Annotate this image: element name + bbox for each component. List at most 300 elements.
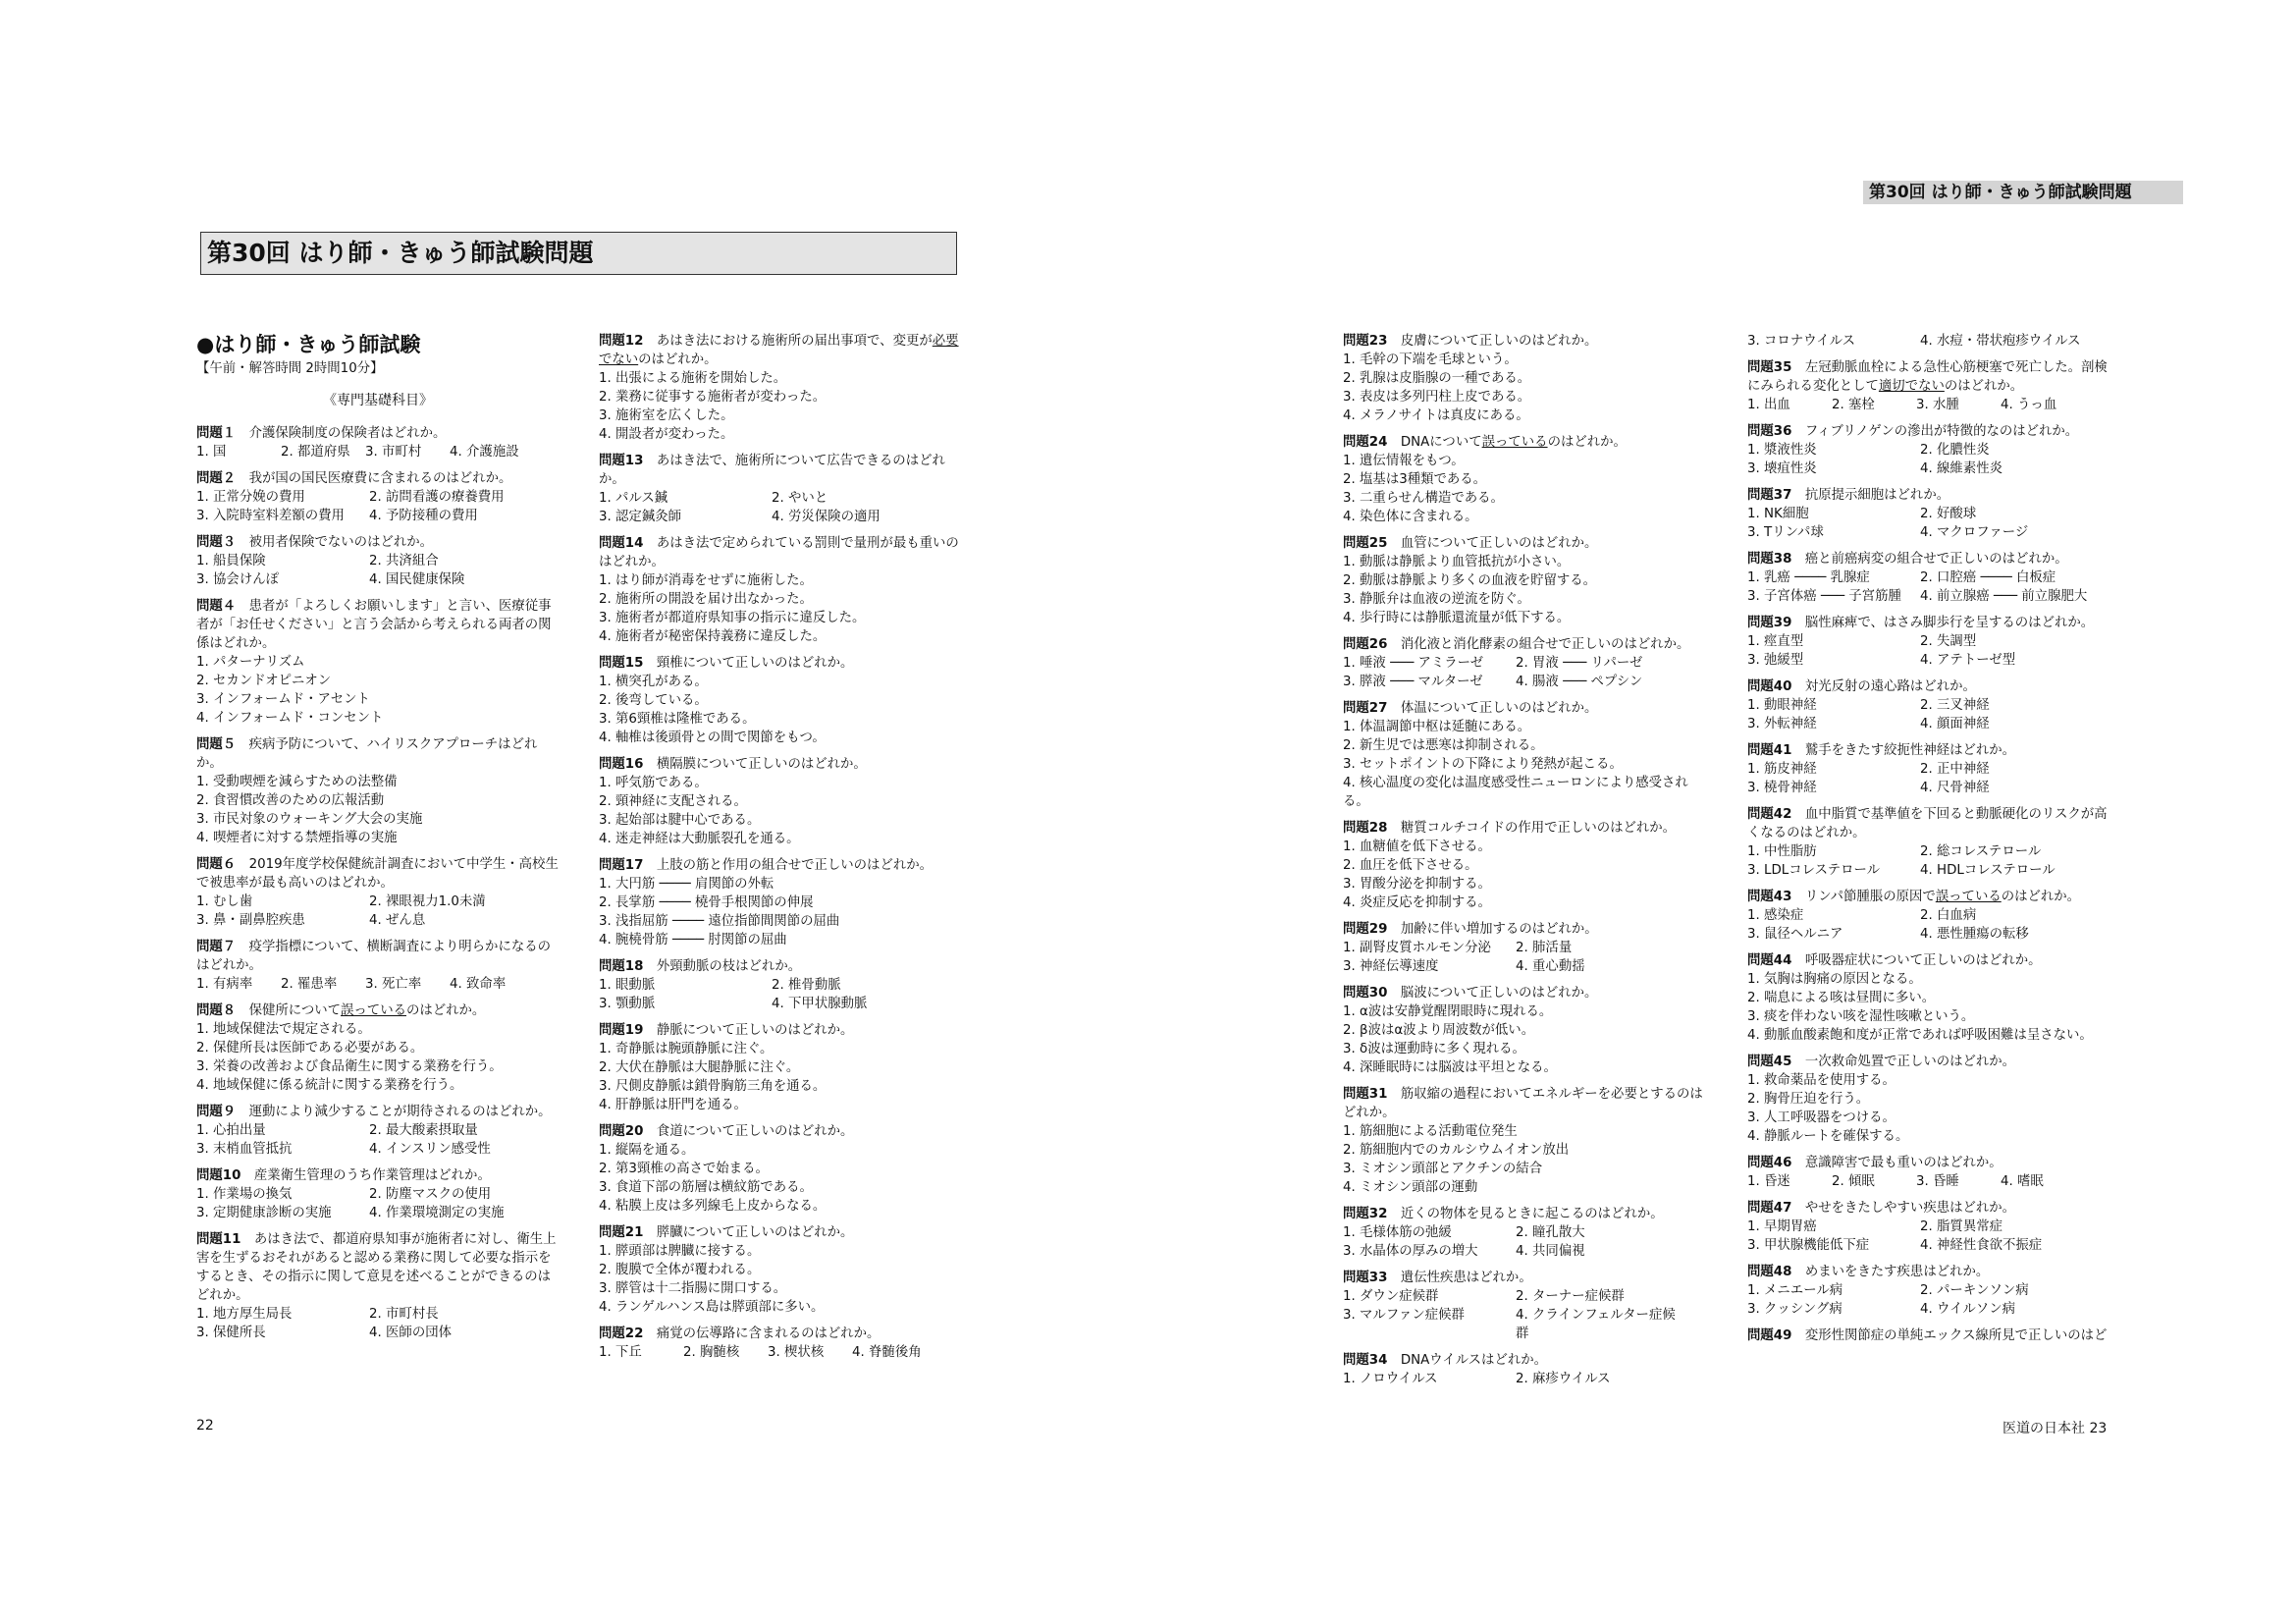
answer-option: 2. 乳腺は皮脂腺の一種である。 bbox=[1343, 371, 1531, 386]
answer-option: 2. 大伏在静脈は大腿静脈に注ぐ。 bbox=[599, 1060, 800, 1075]
answer-option: 3. δ波は運動時に多く現れる。 bbox=[1343, 1042, 1525, 1056]
answer-row bbox=[1343, 673, 1706, 691]
answer-option: 4. 線維素性炎 bbox=[1920, 461, 2002, 476]
answer-option: 3. 末梢血管抵抗 bbox=[196, 1142, 293, 1157]
question-number: 問題37 bbox=[1747, 488, 1805, 503]
question-number: 問題32 bbox=[1343, 1207, 1401, 1221]
answer-row bbox=[599, 1298, 962, 1317]
answer-option: 4. 迷走神経は大動脈裂孔を通る。 bbox=[599, 832, 800, 846]
answer-option: 4. 深睡眠時には脳波は平坦となる。 bbox=[1343, 1060, 1557, 1075]
question-number: 問題２ bbox=[196, 471, 249, 486]
answer-option: 1. 漿液性炎 bbox=[1747, 443, 1817, 458]
answer-option: 2. 最大酸素摂取量 bbox=[369, 1123, 478, 1138]
question-text: 問題29 加齢に伴い増加するのはどれか。 bbox=[1343, 922, 1598, 937]
answer-option: 4. 地域保健に係る統計に関する業務を行う。 bbox=[196, 1078, 463, 1093]
answer-option: 3. 壊疽性炎 bbox=[1747, 461, 1817, 476]
answer-option: 2. 裸眼視力1.0未満 bbox=[369, 894, 486, 909]
question-block bbox=[1343, 433, 1706, 526]
answer-option: 1. 筋皮神経 bbox=[1747, 762, 1817, 777]
question-block bbox=[196, 424, 560, 461]
question-number: 問題14 bbox=[599, 536, 657, 551]
question-text: 問題37 抗原提示細胞はどれか。 bbox=[1747, 488, 1950, 503]
answer-row bbox=[599, 1160, 962, 1178]
question-number: 問題47 bbox=[1747, 1201, 1805, 1216]
answer-option: 3. 膵液 ─── マルターゼ bbox=[1343, 675, 1483, 689]
answer-option: 4. 施術者が秘密保持義務に違反した。 bbox=[599, 629, 827, 644]
answer-row bbox=[1747, 460, 2110, 478]
question-block bbox=[196, 1230, 560, 1342]
question-block bbox=[599, 1223, 962, 1317]
answer-option: 3. 施術室を広くした。 bbox=[599, 408, 734, 423]
answer-row bbox=[196, 653, 560, 672]
answer-option: 2. 胃液 ─── リパーゼ bbox=[1516, 656, 1643, 671]
answer-row bbox=[196, 1057, 560, 1076]
question-number: 問題34 bbox=[1343, 1353, 1401, 1368]
answer-option: 3. 胃酸分泌を抑制する。 bbox=[1343, 877, 1491, 892]
answer-row bbox=[599, 406, 962, 425]
question-text: 問題30 脳波について正しいのはどれか。 bbox=[1343, 986, 1598, 1001]
question-block bbox=[196, 1001, 560, 1095]
answer-row bbox=[196, 975, 560, 994]
answer-row bbox=[196, 773, 560, 791]
section-subtitle: 【午前・解答時間 2時間10分】 bbox=[196, 361, 384, 376]
answer-row bbox=[1343, 838, 1706, 856]
answer-row bbox=[599, 774, 962, 792]
answer-row bbox=[599, 995, 962, 1013]
answer-row bbox=[1747, 568, 2110, 587]
question-block bbox=[599, 534, 962, 646]
answer-row bbox=[196, 570, 560, 589]
question-number: 問題23 bbox=[1343, 334, 1401, 349]
answer-option: 3. 保健所長 bbox=[196, 1326, 266, 1340]
answer-row bbox=[599, 388, 962, 406]
answer-row bbox=[1343, 654, 1706, 673]
question-number: 問題11 bbox=[196, 1232, 254, 1247]
question-number: 問題20 bbox=[599, 1124, 657, 1139]
answer-option: 4. 水痘・帯状疱疹ウイルス bbox=[1920, 334, 2081, 349]
answer-row bbox=[599, 1279, 962, 1298]
answer-option: 4. 染色体に含まれる。 bbox=[1343, 510, 1478, 524]
answer-option: 2. 麻疹ウイルス bbox=[1516, 1372, 1611, 1386]
answer-row bbox=[1343, 508, 1706, 526]
column-3 bbox=[1343, 332, 1706, 1396]
answer-row bbox=[599, 369, 962, 388]
question-number: 問題40 bbox=[1747, 679, 1805, 694]
answer-option: 2. 市町村長 bbox=[369, 1307, 439, 1322]
answer-row bbox=[599, 1040, 962, 1058]
answer-option: 1. ダウン症候群 bbox=[1343, 1289, 1439, 1304]
answer-option: 3. 市町村 bbox=[365, 445, 422, 460]
question-block bbox=[1343, 819, 1706, 912]
answer-option: 1. 心拍出量 bbox=[196, 1123, 266, 1138]
answer-option: 1. 地域保健法で規定される。 bbox=[196, 1022, 371, 1037]
answer-option: 3. 子宮体癌 ─── 子宮筋腫 bbox=[1747, 589, 1901, 604]
answer-row bbox=[599, 875, 962, 893]
question-number: 問題12 bbox=[599, 334, 657, 349]
answer-row bbox=[1343, 406, 1706, 425]
answer-row bbox=[1343, 1058, 1706, 1077]
answer-row bbox=[1747, 441, 2110, 460]
answer-row bbox=[1747, 632, 2110, 651]
answer-option: 2. 化膿性炎 bbox=[1920, 443, 1990, 458]
answer-option: 3. 静脈弁は血液の逆流を防ぐ。 bbox=[1343, 592, 1530, 607]
question-number: 問題26 bbox=[1343, 637, 1401, 652]
answer-option: 1. パルス鍼 bbox=[599, 491, 668, 506]
answer-option: 4. 炎症反応を抑制する。 bbox=[1343, 895, 1491, 910]
answer-row bbox=[1747, 396, 2110, 414]
question-number: 問題18 bbox=[599, 959, 657, 974]
answer-option: 1. 動眼神経 bbox=[1747, 698, 1817, 713]
question-block bbox=[1343, 635, 1706, 691]
answer-option: 2. パーキンソン病 bbox=[1920, 1283, 2029, 1298]
answer-option: 4. 動脈血酸素飽和度が正常であれば呼吸困難は呈さない。 bbox=[1747, 1028, 2093, 1043]
question-text: 問題３ 被用者保険でないのはどれか。 bbox=[196, 535, 434, 550]
question-text: 問題49 変形性関節症の単純エックス線所見で正しいのはど bbox=[1747, 1328, 2108, 1343]
question-number: 問題33 bbox=[1343, 1271, 1401, 1285]
question-number: 問題41 bbox=[1747, 743, 1805, 758]
answer-option: 2. 後弯している。 bbox=[599, 693, 708, 708]
answer-row bbox=[1343, 1242, 1706, 1261]
question-block bbox=[1343, 984, 1706, 1077]
answer-option: 2. やいと bbox=[772, 491, 828, 506]
question-number: 問題49 bbox=[1747, 1328, 1805, 1343]
question-text: 問題11 あはき法で、都道府県知事が施術者に対し、衛生上害を生ずるおそれがあると認める業務に関して必要な指示をするとき、その指示に関して意見を述べることができるのはどれか。 bbox=[196, 1232, 557, 1303]
answer-option: 2. 胸髄核 bbox=[683, 1345, 740, 1360]
question-block bbox=[1747, 1326, 2110, 1345]
answer-option: 2. 塩基は3種類である。 bbox=[1343, 472, 1487, 487]
answer-option: 2. 塞栓 bbox=[1832, 398, 1875, 412]
question-text: 問題41 鷲手をきたす絞扼性神経はどれか。 bbox=[1747, 743, 2016, 758]
answer-row bbox=[1343, 1306, 1706, 1343]
answer-row bbox=[599, 508, 962, 526]
answer-option: 4. うっ血 bbox=[2001, 398, 2057, 412]
answer-row bbox=[1747, 925, 2110, 944]
answer-option: 2. 脂質異常症 bbox=[1920, 1219, 2002, 1234]
answer-row bbox=[1343, 1021, 1706, 1040]
question-block bbox=[1747, 550, 2110, 606]
question-text: 問題２ 我が国の国民医療費に含まれるのはどれか。 bbox=[196, 471, 512, 486]
answer-row bbox=[599, 1058, 962, 1077]
answer-option: 2. 口腔癌 ──── 白板症 bbox=[1920, 570, 2056, 585]
question-text: 問題36 フィブリノゲンの滲出が特徴的なのはどれか。 bbox=[1747, 424, 2079, 439]
question-text: 問題40 対光反射の遠心路はどれか。 bbox=[1747, 679, 1976, 694]
answer-option: 3. 水晶体の厚みの増大 bbox=[1343, 1244, 1478, 1259]
answer-option: 2. 長掌筋 ──── 橈骨手根関節の伸展 bbox=[599, 895, 814, 910]
answer-option: 1. 体温調節中枢は延髄にある。 bbox=[1343, 720, 1531, 734]
answer-row bbox=[1343, 489, 1706, 508]
answer-option: 3. 顎動脈 bbox=[599, 997, 656, 1011]
answer-option: 3. 神経伝導速度 bbox=[1343, 959, 1439, 974]
question-text: 問題32 近くの物体を見るときに起こるのはどれか。 bbox=[1343, 1207, 1664, 1221]
answer-row bbox=[1343, 571, 1706, 590]
answer-option: 3. 第6頸椎は隆椎である。 bbox=[599, 712, 756, 727]
answer-row bbox=[599, 590, 962, 609]
answer-option: 4. 国民健康保険 bbox=[369, 572, 465, 587]
answer-option: 3. 水腫 bbox=[1916, 398, 1959, 412]
answer-row bbox=[196, 1020, 560, 1039]
answer-option: 1. 感染症 bbox=[1747, 908, 1804, 923]
answer-option: 1. メニエール病 bbox=[1747, 1283, 1843, 1298]
answer-option: 3. 市民対象のウォーキング大会の実施 bbox=[196, 812, 423, 827]
question-number: 問題46 bbox=[1747, 1156, 1805, 1170]
answer-option: 2. 白血病 bbox=[1920, 908, 1977, 923]
answer-option: 3. 施術者が都道府県知事の指示に違反した。 bbox=[599, 611, 866, 625]
answer-row bbox=[196, 1204, 560, 1222]
answer-option: 2. 罹患率 bbox=[281, 977, 338, 992]
answer-row bbox=[1343, 939, 1706, 957]
question-block bbox=[599, 957, 962, 1013]
answer-option: 3. 痰を伴わない咳を湿性咳嗽という。 bbox=[1747, 1009, 1975, 1024]
question-block bbox=[196, 855, 560, 930]
answer-option: 4. 神経性食欲不振症 bbox=[1920, 1238, 2043, 1253]
answer-row bbox=[1343, 388, 1706, 406]
running-head: 第30回 はり師・きゅう師試験問題 bbox=[1863, 181, 2183, 204]
answer-row bbox=[1747, 1109, 2110, 1127]
answer-option: 1. 乳癌 ──── 乳腺症 bbox=[1747, 570, 1870, 585]
question-number: 問題７ bbox=[196, 940, 249, 954]
question-text: 問題44 呼吸器症状について正しいのはどれか。 bbox=[1747, 953, 2042, 968]
answer-option: 4. 致命率 bbox=[450, 977, 507, 992]
question-text: 問題４ 患者が「よろしくお願いします」と言い、医療従事者が「お任せください」と言う会話から考えられる両者の関係はどれか。 bbox=[196, 599, 552, 651]
answer-option: 4. ランゲルハンス島は膵頭部に多い。 bbox=[599, 1300, 825, 1315]
answer-option: 3. ミオシン頭部とアクチンの結合 bbox=[1343, 1162, 1543, 1176]
answer-option: 1. 国 bbox=[196, 445, 227, 460]
answer-option: 1. 呼気筋である。 bbox=[599, 776, 708, 790]
answer-row bbox=[196, 443, 560, 461]
question-number: 問題３ bbox=[196, 535, 249, 550]
answer-option: 4. 重心動揺 bbox=[1516, 959, 1585, 974]
question-block bbox=[196, 533, 560, 589]
answer-option: 3. 浅指屈筋 ──── 遠位指節間関節の屈曲 bbox=[599, 914, 840, 929]
answer-row bbox=[1343, 1141, 1706, 1160]
answer-option: 4. 歩行時には静脈還流量が低下する。 bbox=[1343, 611, 1571, 625]
column-1 bbox=[196, 332, 560, 1350]
answer-option: 4. マクロファージ bbox=[1920, 525, 2029, 540]
question-number: 問題35 bbox=[1747, 360, 1805, 375]
answer-row bbox=[599, 627, 962, 646]
answer-row bbox=[1747, 1026, 2110, 1045]
answer-option: 1. 中性脂肪 bbox=[1747, 844, 1817, 859]
question-text: 問題17 上肢の筋と作用の組合せで正しいのはどれか。 bbox=[599, 858, 934, 873]
answer-option: 4. インフォームド・コンセント bbox=[196, 711, 384, 726]
question-text: 問題33 遺伝性疾患はどれか。 bbox=[1343, 1271, 1532, 1285]
answer-option: 3. 起始部は腱中心である。 bbox=[599, 813, 761, 828]
answer-row bbox=[1747, 1236, 2110, 1255]
subject-heading: 《専門基礎科目》 bbox=[323, 393, 433, 408]
answer-option: 2. 好酸球 bbox=[1920, 507, 1977, 521]
question-number: 問題31 bbox=[1343, 1087, 1401, 1102]
answer-row bbox=[196, 893, 560, 911]
question-block bbox=[1747, 1263, 2110, 1319]
question-block bbox=[1343, 1351, 1706, 1388]
answer-option: 2. 施術所の開設を届け出なかった。 bbox=[599, 592, 813, 607]
question-block bbox=[1747, 422, 2110, 478]
question-number: 問題１ bbox=[196, 426, 249, 441]
answer-option: 4. 嗜眠 bbox=[2001, 1174, 2044, 1189]
question-text: 問題42 血中脂質で基準値を下回ると動脈硬化のリスクが高くなるのはどれか。 bbox=[1747, 807, 2108, 840]
answer-row bbox=[1343, 718, 1706, 736]
answer-row bbox=[1343, 1040, 1706, 1058]
question-text: 問題20 食道について正しいのはどれか。 bbox=[599, 1124, 854, 1139]
question-number: 問題５ bbox=[196, 737, 249, 752]
answer-option: 4. HDLコレステロール bbox=[1920, 863, 2056, 878]
answer-row bbox=[599, 976, 962, 995]
question-number: 問題16 bbox=[599, 757, 657, 772]
answer-option: 3. 膵管は十二指腸に開口する。 bbox=[599, 1281, 787, 1296]
answer-option: 3. インフォームド・アセント bbox=[196, 692, 370, 707]
answer-row bbox=[1747, 779, 2110, 797]
answer-option: 2. β波はα波より周波数が低い。 bbox=[1343, 1023, 1535, 1038]
answer-row bbox=[599, 912, 962, 931]
answer-row bbox=[1747, 651, 2110, 670]
question-text: 問題38 癌と前癌病変の組合せで正しいのはどれか。 bbox=[1747, 552, 2068, 567]
question-number: 問題38 bbox=[1747, 552, 1805, 567]
question-text: 問題31 筋収縮の過程においてエネルギーを必要とするのはどれか。 bbox=[1343, 1087, 1703, 1120]
question-block bbox=[1747, 888, 2110, 944]
answer-option: 4. 核心温度の変化は温度感受性ニューロンにより感受される。 bbox=[1343, 776, 1688, 809]
answer-option: 3. 表皮は多列円柱上皮である。 bbox=[1343, 390, 1531, 405]
question-text: 問題22 痛覚の伝導路に含まれるのはどれか。 bbox=[599, 1326, 881, 1341]
answer-option: 1. 動脈は静脈より血管抵抗が小さい。 bbox=[1343, 555, 1571, 569]
page-number-right: 医道の日本社 23 bbox=[2002, 1421, 2108, 1436]
answer-option: 3. 認定鍼灸師 bbox=[599, 510, 681, 524]
answer-option: 1. 救命薬品を使用する。 bbox=[1747, 1073, 1896, 1088]
question-text: 問題１ 介護保険制度の保険者はどれか。 bbox=[196, 426, 447, 441]
answer-option: 2. 失調型 bbox=[1920, 634, 1977, 649]
answer-option: 3. 弛緩型 bbox=[1747, 653, 1804, 668]
answer-option: 2. 第3頸椎の高さで始まる。 bbox=[599, 1162, 769, 1176]
question-text: 問題43 リンパ節腫脹の原因で誤っているのはどれか。 bbox=[1747, 890, 2081, 904]
answer-option: 4. メラノサイトは真皮にある。 bbox=[1343, 408, 1529, 423]
question-text: 問題28 糖質コルチコイドの作用で正しいのはどれか。 bbox=[1343, 821, 1677, 836]
answer-row bbox=[1343, 755, 1706, 774]
question-number: 問題22 bbox=[599, 1326, 657, 1341]
question-text: 問題19 静脈について正しいのはどれか。 bbox=[599, 1023, 854, 1038]
answer-option: 3. セットポイントの下降により発熱が起こる。 bbox=[1343, 757, 1623, 772]
question-block bbox=[1747, 1199, 2110, 1255]
question-block bbox=[1343, 1085, 1706, 1197]
answer-row bbox=[1343, 553, 1706, 571]
answer-option: 2. 肺活量 bbox=[1516, 941, 1573, 955]
page-title: 第30回 はり師・きゅう師試験問題 bbox=[200, 232, 957, 275]
column-4 bbox=[1747, 332, 2110, 1353]
question-text: 問題35 左冠動脈血栓による急性心筋梗塞で死亡した。剖検にみられる変化として適切でないのはどれか。 bbox=[1747, 360, 2108, 394]
question-block bbox=[1343, 1269, 1706, 1343]
answer-option: 2. 都道府県 bbox=[281, 445, 350, 460]
answer-option: 3. 協会けんぽ bbox=[196, 572, 279, 587]
answer-option: 1. 血糖値を低下させる。 bbox=[1343, 839, 1491, 854]
answer-option: 2. 頸神経に支配される。 bbox=[599, 794, 747, 809]
question-block bbox=[1343, 1205, 1706, 1261]
question-text: 問題34 DNAウイルスはどれか。 bbox=[1343, 1353, 1548, 1368]
answer-option: 1. NK細胞 bbox=[1747, 507, 1809, 521]
answer-option: 3. 定期健康診断の実施 bbox=[196, 1206, 332, 1220]
question-number: 問題27 bbox=[1343, 701, 1401, 716]
answer-option: 2. 業務に従事する施術者が変わった。 bbox=[599, 390, 827, 405]
question-number: 問題17 bbox=[599, 858, 657, 873]
question-number: 問題13 bbox=[599, 454, 657, 468]
answer-row bbox=[599, 1077, 962, 1096]
answer-option: 3. 食道下部の筋層は横紋筋である。 bbox=[599, 1180, 813, 1195]
answer-row bbox=[599, 673, 962, 691]
answer-option: 4. 尺骨神経 bbox=[1920, 781, 1990, 795]
answer-option: 2. 動脈は静脈より多くの血液を貯留する。 bbox=[1343, 573, 1597, 588]
answer-row bbox=[599, 931, 962, 949]
answer-option: 1. 出血 bbox=[1747, 398, 1790, 412]
question-number: 問題44 bbox=[1747, 953, 1805, 968]
answer-row bbox=[196, 810, 560, 829]
question-block bbox=[196, 938, 560, 994]
question-number: 問題25 bbox=[1343, 536, 1401, 551]
column-2 bbox=[599, 332, 962, 1370]
answer-row bbox=[599, 893, 962, 912]
question-number: 問題10 bbox=[196, 1168, 254, 1183]
answer-row bbox=[1747, 1300, 2110, 1319]
question-block bbox=[599, 332, 962, 444]
answer-row bbox=[1747, 989, 2110, 1007]
answer-row bbox=[599, 1343, 962, 1362]
answer-row bbox=[196, 1076, 560, 1095]
answer-option: 4. 悪性腫瘍の転移 bbox=[1920, 927, 2029, 942]
answer-option: 1. はり師が消毒をせずに施術した。 bbox=[599, 573, 813, 588]
question-block bbox=[1747, 805, 2110, 880]
section-title: ●はり師・きゅう師試験 bbox=[196, 333, 421, 356]
question-block bbox=[599, 1325, 962, 1362]
question-text: 問題45 一次救命処置で正しいのはどれか。 bbox=[1747, 1055, 2016, 1069]
answer-row bbox=[196, 1039, 560, 1057]
question-number: 問題６ bbox=[196, 857, 249, 872]
answer-option: 4. インスリン感受性 bbox=[369, 1142, 491, 1157]
question-text: 問題16 横隔膜について正しいのはどれか。 bbox=[599, 757, 867, 772]
answer-row bbox=[1343, 774, 1706, 811]
answer-option: 1. 昏迷 bbox=[1747, 1174, 1790, 1189]
answer-option: 3. 鼻・副鼻腔疾患 bbox=[196, 913, 305, 928]
answer-row bbox=[196, 1305, 560, 1324]
question-block bbox=[1747, 1053, 2110, 1146]
answer-option: 1. 眼動脈 bbox=[599, 978, 656, 993]
question-number: 問題36 bbox=[1747, 424, 1805, 439]
answer-option: 3. 甲状腺機能低下症 bbox=[1747, 1238, 1870, 1253]
answer-row bbox=[1747, 1218, 2110, 1236]
answer-option: 4. ミオシン頭部の運動 bbox=[1343, 1180, 1478, 1195]
answer-option: 1. 早期胃癌 bbox=[1747, 1219, 1817, 1234]
answer-option: 3. 昏睡 bbox=[1916, 1174, 1959, 1189]
answer-option: 1. α波は安静覚醒閉眼時に現れる。 bbox=[1343, 1004, 1553, 1019]
question-text: 問題27 体温について正しいのはどれか。 bbox=[1343, 701, 1598, 716]
answer-row bbox=[599, 691, 962, 710]
question-block bbox=[1747, 614, 2110, 670]
answer-option: 3. 入院時室料差額の費用 bbox=[196, 509, 345, 523]
page-number-left: 22 bbox=[196, 1418, 214, 1434]
question-text: 問題46 意識障害で最も重いのはどれか。 bbox=[1747, 1156, 2002, 1170]
question-number: 問題19 bbox=[599, 1023, 657, 1038]
answer-option: 2. 筋細胞内でのカルシウムイオン放出 bbox=[1343, 1143, 1570, 1158]
question-block bbox=[1343, 699, 1706, 811]
answer-option: 2. 共済組合 bbox=[369, 554, 439, 568]
answer-row bbox=[1343, 1002, 1706, 1021]
answer-option: 3. 栄養の改善および食品衛生に関する業務を行う。 bbox=[196, 1059, 503, 1074]
answer-option: 1. 筋細胞による活動電位発生 bbox=[1343, 1124, 1518, 1139]
answer-row bbox=[599, 1096, 962, 1114]
answer-row bbox=[1747, 842, 2110, 861]
answer-option: 2. 瞳孔散大 bbox=[1516, 1225, 1585, 1240]
answer-option: 1. パターナリズム bbox=[196, 655, 305, 670]
question-block bbox=[1747, 486, 2110, 542]
question-block bbox=[599, 452, 962, 526]
answer-option: 4. 作業環境測定の実施 bbox=[369, 1206, 505, 1220]
question-text: 問題15 頸椎について正しいのはどれか。 bbox=[599, 656, 854, 671]
answer-option: 2. 血圧を低下させる。 bbox=[1343, 858, 1478, 873]
